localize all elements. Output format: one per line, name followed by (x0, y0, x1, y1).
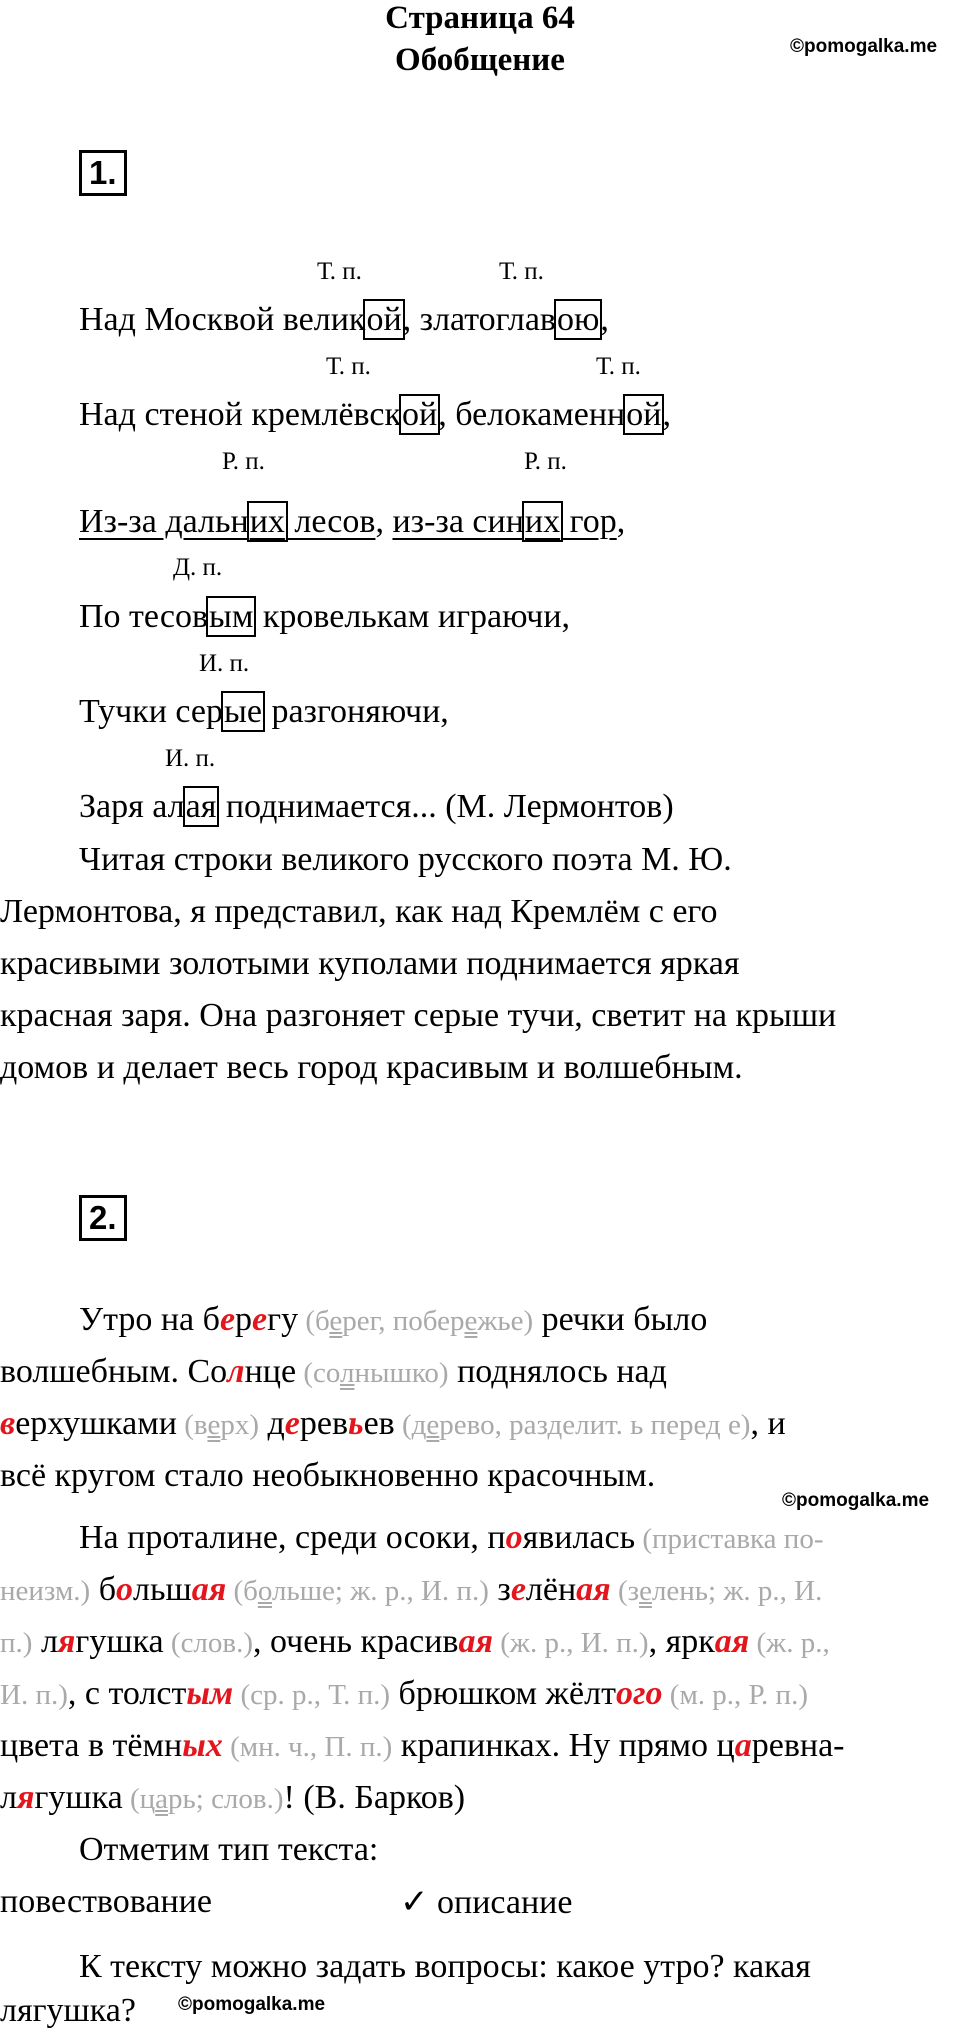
paragraph-line: красная заря. Она разгоняет серые тучи, светит на крыши (0, 997, 837, 1034)
page-title: Страница 64 (385, 0, 575, 36)
ending-box: их (247, 501, 288, 542)
ending-box: их (522, 501, 563, 542)
case-label: Т. п. (326, 353, 371, 380)
option-narration: повествование (0, 1883, 212, 1920)
text-line: верхушками (верх) деревьев (дерево, разделит. ь перед е), и (0, 1405, 786, 1442)
section-title: Обобщение (395, 42, 565, 78)
watermark: ©pomogalka.me (790, 36, 938, 57)
ending-box: ою (554, 299, 602, 340)
poem-line-2: Над стеной кремлёвской, белокаменной, (79, 396, 671, 433)
paragraph-line: Читая строки великого русского поэта М. Ю. (79, 841, 732, 878)
case-label: Т. п. (499, 258, 544, 285)
case-label: Т. п. (317, 258, 362, 285)
case-label: Т. п. (596, 353, 641, 380)
case-label: Р. п. (524, 448, 567, 475)
text-type-question: Отметим тип текста: (79, 1831, 379, 1868)
text-line: цвета в тёмных (мн. ч., П. п.) крапинках. Ну прямо царевна- (0, 1727, 845, 1764)
ending-box: ой (623, 394, 664, 435)
ending-box: ой (363, 299, 404, 340)
text-line: всё кругом стало необыкновенно красочным. (0, 1457, 656, 1494)
text-line: неизм.) большая (больше; ж. р., И. п.) зелёная (зелень; ж. р., И. (0, 1571, 823, 1608)
case-label: И. п. (199, 650, 250, 677)
watermark: ©pomogalka.me (782, 1490, 930, 1511)
case-label: Д. п. (173, 554, 223, 581)
text-line: п.) лягушка (слов.), очень красивая (ж. р., И. п.), яркая (ж. р., (0, 1623, 830, 1660)
paragraph-line: домов и делает весь город красивым и волшебным. (0, 1049, 743, 1086)
ending-box: ые (221, 691, 265, 732)
text-line: волшебным. Солнце (солнышко) поднялось над (0, 1353, 667, 1390)
poem-line-6: Заря алая поднимается... (М. Лермонтов) (79, 788, 674, 825)
text-line: лягушка (царь; слов.)! (В. Барков) (0, 1779, 466, 1816)
ending-box: ой (399, 394, 440, 435)
ending-box: ым (206, 596, 256, 637)
check-icon: ✓ (400, 1882, 429, 1922)
poem-line-3: Из-за дальних лесов, из-за синих гор, (79, 503, 626, 540)
poem-line-5: Тучки серые разгоняючи, (79, 693, 449, 730)
text-line: лягушка? (0, 1992, 136, 2029)
poem-line-4: По тесовым кровелькам играючи, (79, 598, 571, 635)
text-line: И. п.), с толстым (ср. р., Т. п.) брюшком жёлтого (м. р., Р. п.) (0, 1675, 808, 1712)
text-line: Утро на берегу (берег, побережье) речки было (79, 1301, 708, 1338)
paragraph-line: Лермонтова, я представил, как над Кремлём с его (0, 893, 718, 930)
poem-line-1: Над Москвой великой, златоглавою, (79, 301, 609, 338)
option-description: ✓ описание (400, 1882, 573, 1922)
watermark: ©pomogalka.me (178, 1994, 326, 2015)
case-label: И. п. (165, 745, 216, 772)
ending-box: ая (183, 786, 220, 827)
text-line: На проталине, среди осоки, появилась (приставка по- (79, 1519, 824, 1556)
case-label: Р. п. (222, 448, 265, 475)
paragraph-line: красивыми золотыми куполами поднимается яркая (0, 945, 740, 982)
text-line: К тексту можно задать вопросы: какое утро? какая (79, 1948, 811, 1985)
task-number-2: 2. (79, 1195, 127, 1241)
task-number-1: 1. (79, 150, 127, 196)
